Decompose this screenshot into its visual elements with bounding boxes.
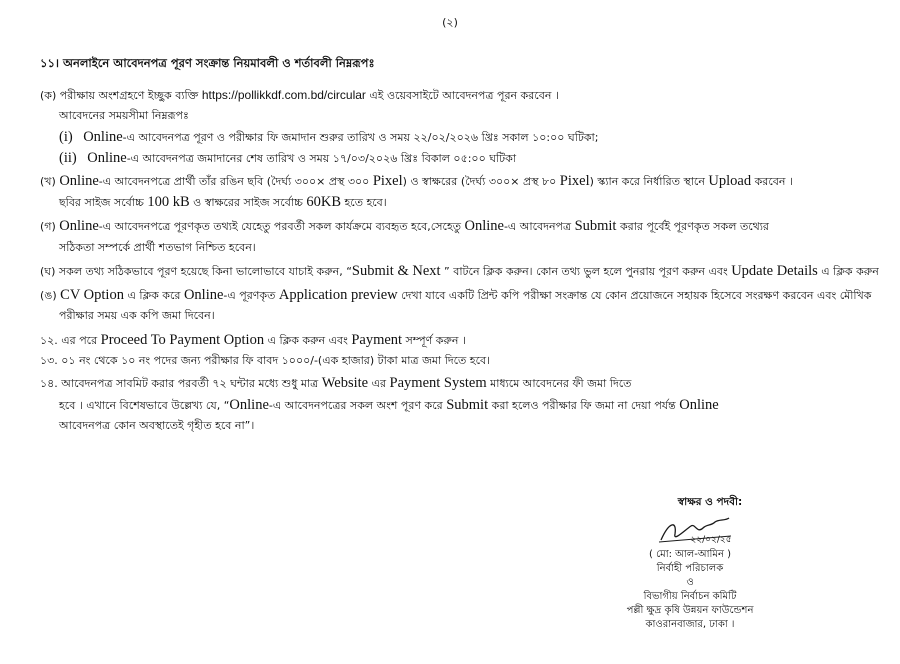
item-14-part: এর: [368, 377, 390, 390]
organization-location: কাওরানবাজার, ঢাকা ।: [645, 619, 735, 630]
timeline-num: (i): [59, 129, 73, 145]
pixel-term: Pixel: [372, 173, 403, 189]
signature-heading: স্বাক্ষর ও পদবী:: [677, 496, 743, 508]
online-term: Online: [679, 397, 719, 413]
item-kha-part: ) ও স্বাক্ষরের (দৈর্ঘ্য ৩০০× প্রস্থ ৮০: [402, 175, 560, 188]
cv-option-term: CV Option: [60, 287, 124, 303]
item-kha-line1: [40, 173, 793, 190]
item-ga-part: -এ আবেদনপত্র: [503, 220, 575, 233]
item-14-part: হবে । এখানে বিশেষভাবে উল্লেখ্য যে, “: [59, 399, 230, 412]
website-term: Website: [321, 375, 369, 391]
signature-details: [600, 548, 780, 632]
item-kha-part: করবেন ।: [751, 175, 793, 188]
item-14-line2: [59, 397, 719, 414]
item-umo-line1: [40, 287, 871, 304]
submit-term: Submit: [446, 397, 489, 413]
signatory-name: ( মো: আল-আমিন ): [649, 549, 731, 560]
organization-name: পল্লী ক্ষুদ্র কৃষি উন্নয়ন ফাউন্ডেশন: [626, 605, 754, 616]
update-details-term: Update Details: [731, 263, 818, 279]
item-umo-part: (ঙ): [40, 289, 61, 302]
item-12-part: এ ক্লিক করুন এবং: [264, 334, 352, 347]
item-14-line3: আবেদনপত্র কোন অবস্থাতেই গৃহীত হবে না”।: [59, 419, 255, 432]
item-ga-part: করার পূর্বেই পূরণকৃত সকল তথ্যের: [616, 220, 769, 233]
item-gha-part: ” বাটনে ক্লিক করুন। কোন তথ্য ভুল হলে পুনরায় পূরণ করুন এবং: [440, 265, 732, 278]
item-14-part: করা হলেও পরীক্ষার ফি জমা না দেয়া পর্যন্ত: [488, 399, 680, 412]
online-term: Online: [87, 150, 127, 166]
timeline-num: (ii): [59, 150, 77, 166]
online-term: Online: [59, 173, 99, 189]
item-ga-line1: [40, 218, 769, 235]
signature-date: ২২/০২/২৫: [690, 535, 732, 545]
item-kha-part: ছবির সাইজ সর্বোচ্চ: [59, 196, 148, 209]
page-number: (২): [442, 16, 458, 29]
item-kha-part: -এ আবেদনপত্রে প্রার্থী তাঁর রঙিন ছবি (দৈর্ঘ্য ৩০০× প্রস্থ ৩০০: [98, 175, 373, 188]
item-ga-part: -এ আবেদনপত্রে পূরণকৃত তথ্যই যেহেতু পরবর্তী সকল কার্যক্রমে ব্যবহৃত হবে,সেহেতু: [98, 220, 465, 233]
item-ka-post: এই ওয়েবসাইটে আবেদনপত্র পূরন করবেন ।: [369, 89, 559, 102]
item-umo-part: -এ পূরণকৃত: [223, 289, 279, 302]
online-term: Online: [59, 218, 99, 234]
item-kha-part: ) স্ক্যান করে নির্ধারিত স্থানে: [589, 175, 709, 188]
item-ka-pre: (ক) পরীক্ষায় অংশগ্রহণে ইচ্ছুক ব্যক্তি: [40, 89, 199, 102]
online-term: Online: [83, 129, 123, 145]
item-kha-part: ও স্বাক্ষরের সাইজ সর্বোচ্চ: [189, 196, 307, 209]
online-term: Online: [229, 397, 269, 413]
upload-term: Upload: [708, 173, 752, 189]
timeline-item-2: [59, 150, 516, 167]
payment-system-term: Payment System: [389, 375, 487, 391]
item-kha-line2: [59, 194, 387, 211]
timeline-label: আবেদনের সময়সীমা নিম্নরূপঃ: [59, 109, 189, 122]
item-ka: [40, 87, 559, 104]
item-14-part: ১৪. আবেদনপত্র সাবমিট করার পরবর্তী ৭২ ঘন্টার মধ্যে শুধু মাত্র: [40, 377, 322, 390]
signature-and: ও: [686, 577, 694, 588]
submit-next-term: Submit & Next: [351, 263, 441, 279]
committee-name: বিভাগীয় নির্বাচন কমিটি: [643, 591, 737, 602]
item-14-part: -এ আবেদনপত্রের সকল অংশ পূরণ করে: [268, 399, 447, 412]
item-umo-part: এ ক্লিক করে: [123, 289, 184, 302]
item-14-line1: [40, 375, 631, 392]
online-term: Online: [464, 218, 504, 234]
item-12: [40, 332, 466, 349]
item-13: ১৩. ০১ নং থেকে ১০ নং পদের জন্য পরীক্ষার ফি বাবদ ১০০০/-(এক হাজার) টাকা মাত্র জমা দিতে হবে।: [40, 354, 491, 367]
signature-size-term: 60KB: [306, 194, 342, 210]
section-heading: ১১। অনলাইনে আবেদনপত্র পূরণ সংক্রান্ত নিয়মাবলী ও শর্তাবলী নিম্নরূপঃ: [40, 56, 375, 70]
online-term: Online: [183, 287, 224, 303]
submit-term: Submit: [574, 218, 617, 234]
photo-size-term: 100 kB: [147, 194, 190, 210]
item-umo-part: দেখা যাবে একটি প্রিন্ট কপি পরীক্ষা সংক্রান্ত যে কোন প্রয়োজনে সহায়ক হিসেবে সংরক্ষণ করবেন এবং মৌখিক: [397, 289, 872, 302]
circular-url-link[interactable]: https://pollikkdf.com.bd/circular: [201, 88, 366, 102]
item-gha-part: (ঘ) সকল তথ্য সঠিকভাবে পূরণ হয়েছে কিনা ভালোভাবে যাচাই করুন, “: [40, 265, 352, 278]
application-preview-term: Application preview: [278, 287, 398, 303]
timeline-item-1: [59, 129, 598, 146]
payment-term: Payment: [351, 332, 403, 348]
item-ga-line2: সঠিকতা সম্পর্কে প্রার্থী শতভাগ নিশ্চিত হবেন।: [59, 241, 256, 254]
pixel-term: Pixel: [559, 173, 590, 189]
item-12-part: ১২. এর পরে: [40, 334, 101, 347]
timeline-text: -এ আবেদনপত্র জমাদানের শেষ তারিখ ও সময় ১৭/০৩/২০২৬ খ্রিঃ বিকাল ০৫:০০ ঘটিকা: [126, 152, 517, 165]
item-ga-part: (গ): [40, 220, 60, 233]
item-12-part: সম্পূর্ণ করুন ।: [402, 334, 466, 347]
item-umo-line2: পরীক্ষার সময় এক কপি জমা দিবেন।: [59, 309, 215, 322]
item-kha-part: (খ): [40, 175, 60, 188]
timeline-text: -এ আবেদনপত্র পূরণ ও পরীক্ষার ফি জমাদান শুরুর তারিখ ও সময় ২২/০২/২০২৬ খ্রিঃ সকাল ১০:০০ ঘটিকা;: [122, 131, 599, 144]
item-gha: [40, 263, 879, 280]
item-kha-part: হতে হবে।: [341, 196, 387, 209]
proceed-payment-term: Proceed To Payment Option: [100, 332, 265, 348]
item-gha-part: এ ক্লিক করুন: [817, 265, 879, 278]
signatory-title: নির্বাহী পরিচালক: [656, 563, 724, 574]
item-14-part: মাধ্যমে আবেদনের ফী জমা দিতে: [486, 377, 632, 390]
